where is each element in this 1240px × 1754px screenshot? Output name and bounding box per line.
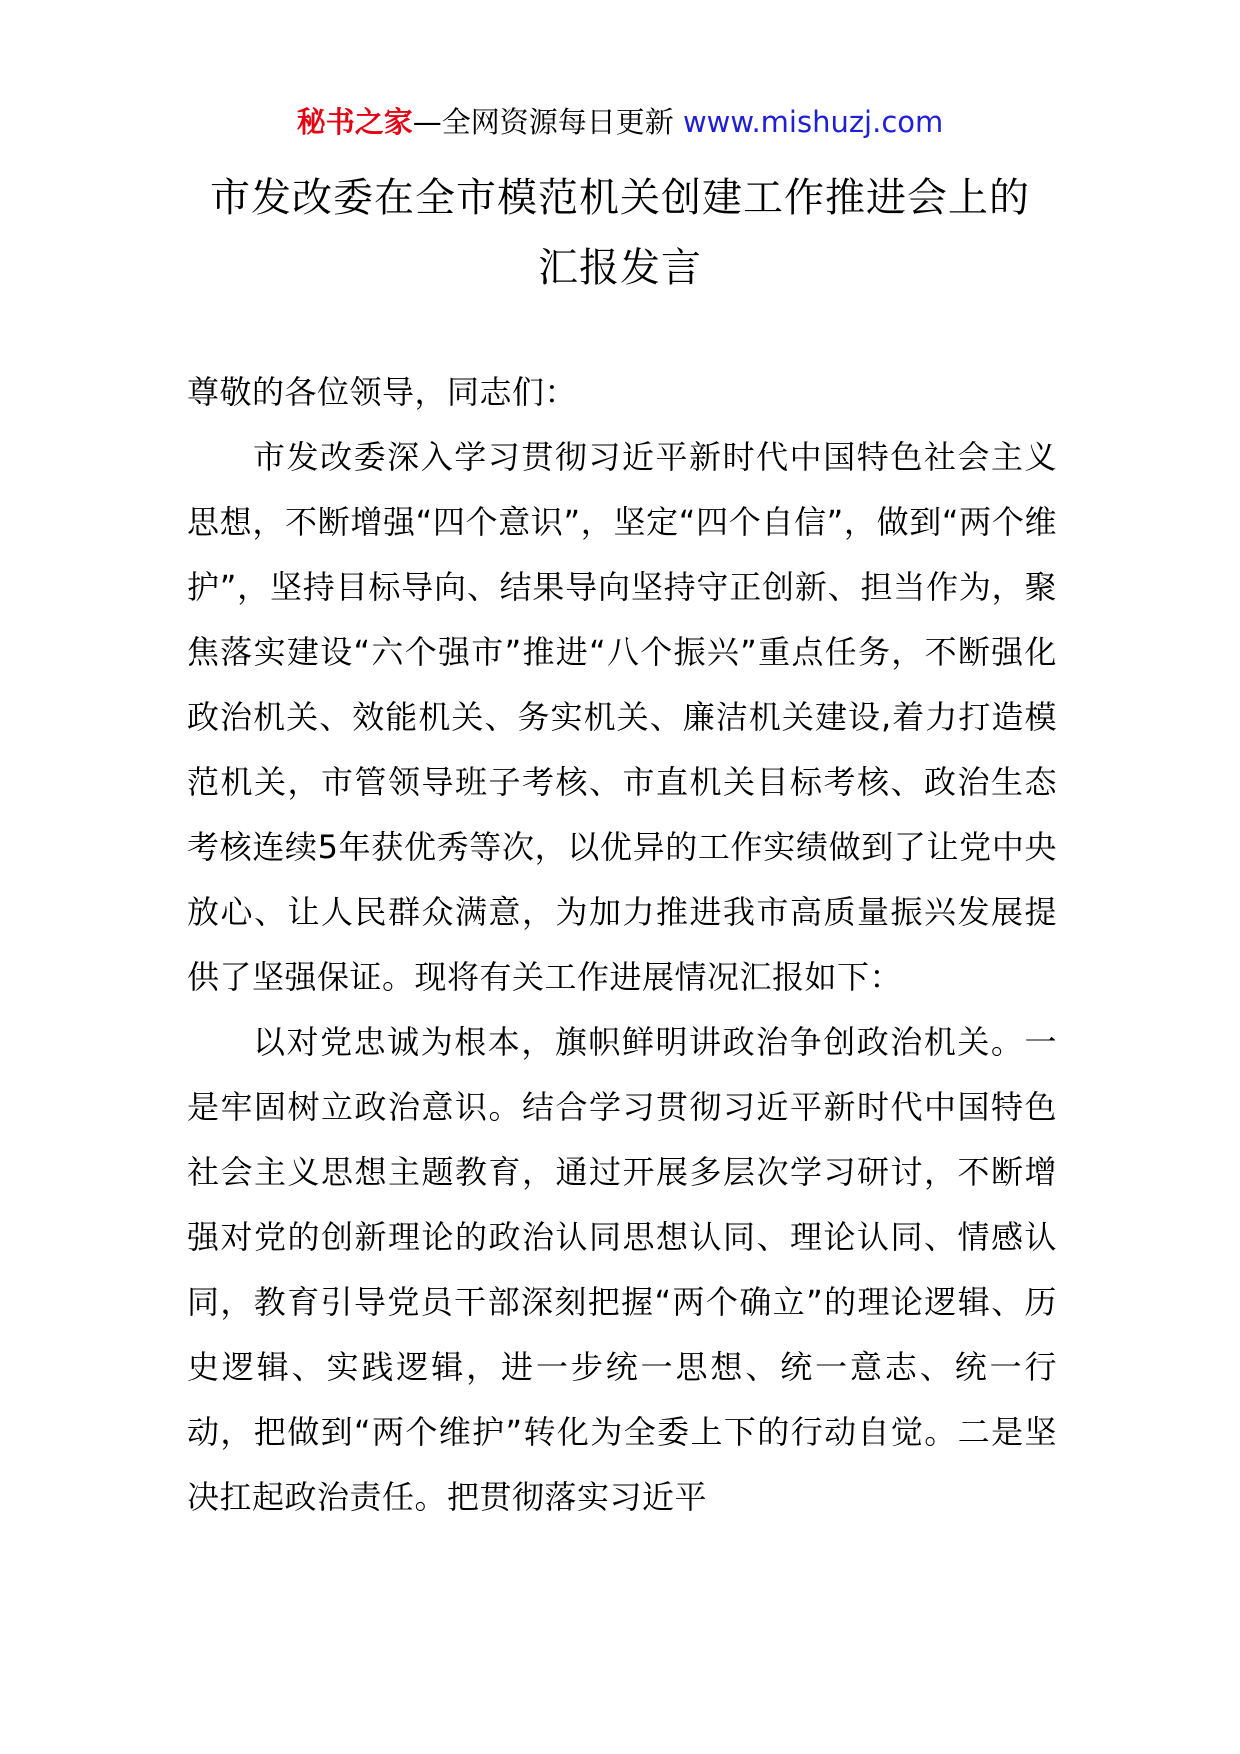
page-title [0, 163, 1240, 303]
paragraph-intro: 市发改委深入学习贯彻习近平新时代中国特色社会主义思想，不断增强“四个意识”，坚定“四个自信”，做到“两个维护”，坚持目标导向、结果导向坚持守正创新、担当作为，聚焦落实建设“六个强市”推进“八个振兴”重点任务，不断强化政治机关、效能机关、务实机关、廉洁机关建设,着力打造模范机关，市管领导班子考核、市直机关目标考核、政治生态考核连续5年获优秀等次，以优异的工作实绩做到了让党中央放心、让人民群众满意，为加力推进我市高质量振兴发展提供了坚强保证。现将有关工作进展情况汇报如下： [187, 438, 1057, 996]
brand-name: 秘书之家 [296, 105, 413, 139]
title-line-2: 汇报发言 [538, 245, 702, 291]
watermark-header [0, 100, 1240, 144]
site-url-link[interactable]: www.mishuzj.com [682, 105, 944, 139]
salutation: 尊敬的各位领导，同志们： [187, 373, 578, 411]
section-body: 一是牢固树立政治意识。结合学习贯彻习近平新时代中国特色社会主义思想主题教育，通过开展多层次学习研讨，不断增强对党的创新理论的政治认同思想认同、理论认同、情感认同，教育引导党员干部深刻把握“两个确立”的理论逻辑、历史逻辑、实践逻辑，进一步统一思想、统一意志、统一行动，把做到“两个维护”转化为全委上下的行动自觉。二是坚决扛起政治责任。把贯彻落实习近平 [187, 1023, 1057, 1516]
title-line-1: 市发改委在全市模范机关创建工作推进会上的 [210, 175, 1030, 221]
header-tagline: —全网资源每日更新 [412, 105, 683, 139]
paragraph-section-1 [187, 1010, 1057, 1530]
section-heading: 以对党忠诚为根本，旗帜鲜明讲政治争创政治机关。 [253, 1023, 1025, 1061]
document-body [187, 360, 1057, 1530]
